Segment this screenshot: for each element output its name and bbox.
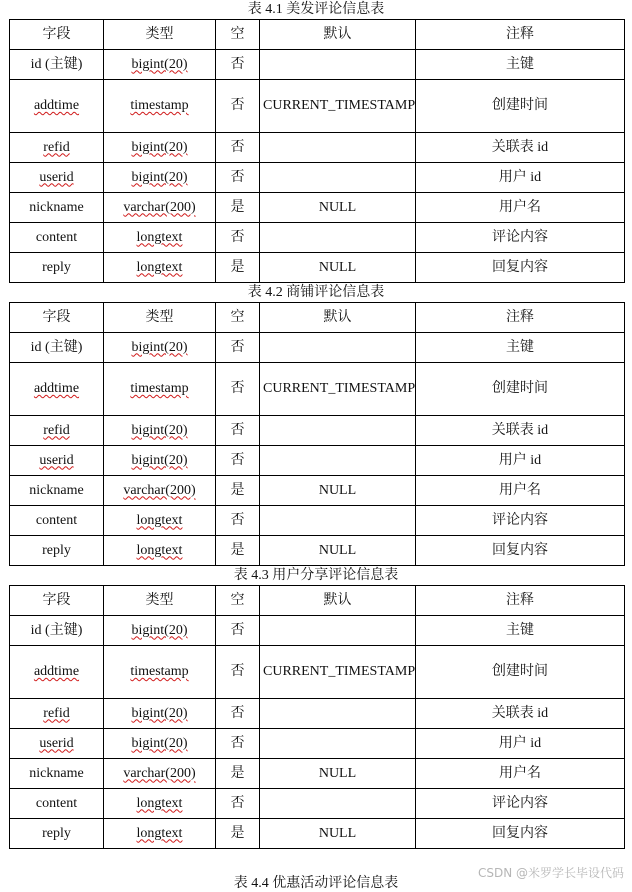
watermark: CSDN @米罗学长毕设代码: [477, 866, 624, 880]
table-row: [10, 80, 625, 133]
table-row: [10, 699, 625, 729]
cell-text: 否: [230, 229, 245, 245]
table-row: [10, 163, 625, 193]
table-caption: 表 4.3 用户分享评论信息表: [233, 568, 399, 583]
table-cell: [10, 759, 104, 789]
cell-text: 用户名: [499, 199, 541, 215]
table-cell: [260, 699, 416, 729]
cell-text: 用户名: [499, 765, 541, 781]
column-header: 默认: [260, 586, 416, 616]
table-cell: [260, 789, 416, 819]
cell-text: 是: [230, 482, 245, 498]
table-cell: [416, 616, 625, 646]
cell-text: nickname: [29, 482, 84, 498]
table-cell: [10, 253, 104, 283]
table-row: [10, 536, 625, 566]
table-cell: [216, 729, 260, 759]
cell-text: 主键: [506, 622, 534, 638]
table-cell: [416, 699, 625, 729]
table-cell: [10, 646, 104, 699]
cell-text: content: [35, 795, 78, 811]
table-cell: [216, 223, 260, 253]
table-cell: [416, 80, 625, 133]
cell-text: 是: [230, 825, 245, 841]
cell-text: 否: [230, 169, 245, 185]
cell-text: 用户 id: [498, 735, 542, 751]
cell-text: varchar(200): [123, 199, 196, 215]
table-cell: [416, 819, 625, 849]
table-cell: [216, 253, 260, 283]
table-cell: [216, 646, 260, 699]
cell-text: userid: [39, 452, 74, 468]
table-cell: [416, 133, 625, 163]
cell-text: bigint(20): [131, 705, 188, 721]
cell-text: 是: [230, 765, 245, 781]
table-cell: [10, 699, 104, 729]
cell-text: content: [35, 229, 78, 245]
table-row: [10, 506, 625, 536]
cell-text: 关联表 id: [491, 139, 549, 155]
cell-text: NULL: [318, 482, 357, 498]
table-row: [10, 333, 625, 363]
table-cell: [104, 506, 216, 536]
cell-text: 关联表 id: [491, 422, 549, 438]
cell-text: bigint(20): [131, 169, 188, 185]
table-cell: [416, 163, 625, 193]
cell-text: longtext: [136, 542, 183, 558]
cell-text: 用户名: [499, 482, 541, 498]
cell-text: 是: [230, 542, 245, 558]
table-cell: [104, 536, 216, 566]
table-cell: [416, 789, 625, 819]
table-cell: [10, 133, 104, 163]
cell-text: CURRENT_TIMESTAMP: [263, 381, 416, 396]
cell-text: NULL: [318, 259, 357, 275]
column-header: 空: [216, 20, 260, 50]
cell-text: content: [35, 512, 78, 528]
table-cell: [416, 646, 625, 699]
cell-text: 回复内容: [492, 542, 548, 558]
cell-text: 主键: [506, 339, 534, 355]
column-header: 字段: [10, 586, 104, 616]
table-cell: [260, 50, 416, 80]
cell-text: bigint(20): [131, 339, 188, 355]
table-cell: [104, 253, 216, 283]
table-cell: [216, 536, 260, 566]
table-cell: [260, 476, 416, 506]
table-row: [10, 789, 625, 819]
cell-text: CURRENT_TIMESTAMP: [263, 98, 416, 113]
cell-text: 否: [230, 664, 245, 679]
table-cell: [216, 363, 260, 416]
cell-text: bigint(20): [131, 452, 188, 468]
table-cell: [104, 50, 216, 80]
table-cell: [260, 646, 416, 699]
cell-text: 否: [230, 339, 245, 355]
table-cell: [416, 476, 625, 506]
table-cell: [216, 819, 260, 849]
table-cell: [10, 729, 104, 759]
cell-text: 评论内容: [492, 512, 548, 528]
table-cell: [10, 193, 104, 223]
table-cell: [216, 133, 260, 163]
cell-text: 否: [230, 622, 245, 638]
cell-text: refid: [43, 705, 70, 721]
cell-text: refid: [43, 422, 70, 438]
column-header: 注释: [416, 20, 625, 50]
table-cell: [216, 193, 260, 223]
cell-text: longtext: [136, 512, 183, 528]
table-cell: [216, 333, 260, 363]
table-cell: [216, 476, 260, 506]
cell-text: refid: [43, 139, 70, 155]
table-cell: [10, 819, 104, 849]
field-table: [9, 302, 625, 566]
column-header: 空: [216, 586, 260, 616]
cell-text: 评论内容: [492, 795, 548, 811]
column-header: 类型: [104, 586, 216, 616]
cell-text: id (主键): [30, 622, 83, 638]
table-cell: [104, 363, 216, 416]
table-cell: [260, 416, 416, 446]
table-cell: [104, 193, 216, 223]
column-header: 字段: [10, 20, 104, 50]
table-cell: [416, 446, 625, 476]
cell-text: varchar(200): [123, 482, 196, 498]
table-cell: [416, 729, 625, 759]
cell-text: 否: [230, 139, 245, 155]
cell-text: 评论内容: [492, 229, 548, 245]
table-cell: [260, 536, 416, 566]
cell-text: NULL: [318, 542, 357, 558]
table-cell: [416, 193, 625, 223]
cell-text: NULL: [318, 825, 357, 841]
table-cell: [104, 729, 216, 759]
table-cell: [104, 646, 216, 699]
table-cell: [260, 759, 416, 789]
cell-text: NULL: [318, 765, 357, 781]
cell-text: 否: [230, 452, 245, 468]
table-cell: [10, 789, 104, 819]
table-cell: [260, 223, 416, 253]
cell-text: 回复内容: [492, 259, 548, 275]
cell-text: 否: [230, 422, 245, 438]
table-cell: [10, 50, 104, 80]
column-header: 类型: [104, 20, 216, 50]
table-cell: [260, 163, 416, 193]
table-row: [10, 193, 625, 223]
column-header: 类型: [104, 303, 216, 333]
table-cell: [10, 506, 104, 536]
table-cell: [260, 193, 416, 223]
table-caption: 表 4.2 商铺评论信息表: [247, 285, 385, 300]
field-table: [9, 19, 625, 283]
cell-text: addtime: [33, 664, 80, 679]
table-cell: [260, 363, 416, 416]
table-cell: [104, 446, 216, 476]
table-header-row: [10, 20, 625, 50]
table-cell: [104, 759, 216, 789]
table-row: [10, 616, 625, 646]
cell-text: userid: [39, 735, 74, 751]
cell-text: 创建时间: [492, 381, 548, 396]
cell-text: reply: [42, 825, 71, 841]
table-cell: [216, 80, 260, 133]
table-row: [10, 253, 625, 283]
table-cell: [104, 476, 216, 506]
cell-text: nickname: [29, 199, 84, 215]
table-cell: [260, 819, 416, 849]
table-cell: [104, 223, 216, 253]
table-cell: [10, 333, 104, 363]
table-cell: [416, 223, 625, 253]
table-row: [10, 363, 625, 416]
table-cell: [416, 759, 625, 789]
cell-text: longtext: [136, 825, 183, 841]
cell-text: 用户 id: [498, 169, 542, 185]
table-cell: [216, 446, 260, 476]
table-cell: [104, 133, 216, 163]
table-cell: [216, 699, 260, 729]
table-row: [10, 759, 625, 789]
table-header-row: [10, 303, 625, 333]
table-row: [10, 50, 625, 80]
table-row: [10, 133, 625, 163]
cell-text: 主键: [506, 56, 534, 72]
table-cell: [216, 506, 260, 536]
table-cell: [216, 50, 260, 80]
table-cell: [260, 616, 416, 646]
cell-text: timestamp: [130, 98, 189, 113]
table-cell: [10, 223, 104, 253]
table-header-row: [10, 586, 625, 616]
table-cell: [10, 363, 104, 416]
next-table-caption: 表 4.4 优惠活动评论信息表: [233, 876, 399, 891]
table-cell: [10, 616, 104, 646]
table-cell: [104, 80, 216, 133]
cell-text: id (主键): [30, 339, 83, 355]
cell-text: longtext: [136, 229, 183, 245]
field-table: [9, 585, 625, 849]
cell-text: bigint(20): [131, 139, 188, 155]
column-header: 注释: [416, 303, 625, 333]
table-cell: [104, 819, 216, 849]
column-header: 默认: [260, 20, 416, 50]
table-cell: [216, 163, 260, 193]
table-cell: [260, 80, 416, 133]
cell-text: timestamp: [130, 664, 189, 679]
table-cell: [104, 699, 216, 729]
table-cell: [260, 133, 416, 163]
cell-text: addtime: [33, 381, 80, 396]
cell-text: nickname: [29, 765, 84, 781]
cell-text: CURRENT_TIMESTAMP: [263, 664, 416, 679]
column-header: 默认: [260, 303, 416, 333]
table-cell: [104, 416, 216, 446]
table-cell: [416, 50, 625, 80]
table-cell: [10, 446, 104, 476]
table-row: [10, 223, 625, 253]
cell-text: reply: [42, 542, 71, 558]
table-cell: [216, 759, 260, 789]
column-header: 字段: [10, 303, 104, 333]
cell-text: bigint(20): [131, 422, 188, 438]
cell-text: 是: [230, 199, 245, 215]
table-cell: [416, 416, 625, 446]
cell-text: 否: [230, 56, 245, 72]
cell-text: 否: [230, 381, 245, 396]
cell-text: reply: [42, 259, 71, 275]
cell-text: 用户 id: [498, 452, 542, 468]
table-cell: [10, 476, 104, 506]
table-row: [10, 476, 625, 506]
cell-text: bigint(20): [131, 622, 188, 638]
table-cell: [416, 333, 625, 363]
table-cell: [260, 446, 416, 476]
table-cell: [416, 506, 625, 536]
table-cell: [260, 506, 416, 536]
cell-text: id (主键): [30, 56, 83, 72]
cell-text: addtime: [33, 98, 80, 113]
cell-text: NULL: [318, 199, 357, 215]
table-cell: [10, 163, 104, 193]
cell-text: 否: [230, 512, 245, 528]
cell-text: longtext: [136, 259, 183, 275]
table-cell: [416, 363, 625, 416]
cell-text: bigint(20): [131, 735, 188, 751]
table-row: [10, 646, 625, 699]
table-cell: [216, 616, 260, 646]
cell-text: 创建时间: [492, 98, 548, 113]
table-row: [10, 729, 625, 759]
cell-text: 否: [230, 98, 245, 113]
table-cell: [10, 80, 104, 133]
cell-text: varchar(200): [123, 765, 196, 781]
table-cell: [10, 536, 104, 566]
cell-text: timestamp: [130, 381, 189, 396]
table-row: [10, 819, 625, 849]
table-cell: [10, 416, 104, 446]
table-cell: [260, 333, 416, 363]
cell-text: longtext: [136, 795, 183, 811]
column-header: 空: [216, 303, 260, 333]
cell-text: 创建时间: [492, 664, 548, 679]
table-cell: [104, 163, 216, 193]
cell-text: 是: [230, 259, 245, 275]
table-cell: [416, 536, 625, 566]
table-cell: [104, 333, 216, 363]
cell-text: bigint(20): [131, 56, 188, 72]
cell-text: 关联表 id: [491, 705, 549, 721]
table-caption: 表 4.1 美发评论信息表: [247, 2, 385, 17]
cell-text: 回复内容: [492, 825, 548, 841]
table-cell: [216, 416, 260, 446]
table-cell: [104, 616, 216, 646]
cell-text: 否: [230, 795, 245, 811]
table-cell: [216, 789, 260, 819]
table-row: [10, 446, 625, 476]
table-row: [10, 416, 625, 446]
table-cell: [416, 253, 625, 283]
table-cell: [260, 729, 416, 759]
cell-text: userid: [39, 169, 74, 185]
table-cell: [104, 789, 216, 819]
column-header: 注释: [416, 586, 625, 616]
table-cell: [260, 253, 416, 283]
cell-text: 否: [230, 705, 245, 721]
cell-text: 否: [230, 735, 245, 751]
